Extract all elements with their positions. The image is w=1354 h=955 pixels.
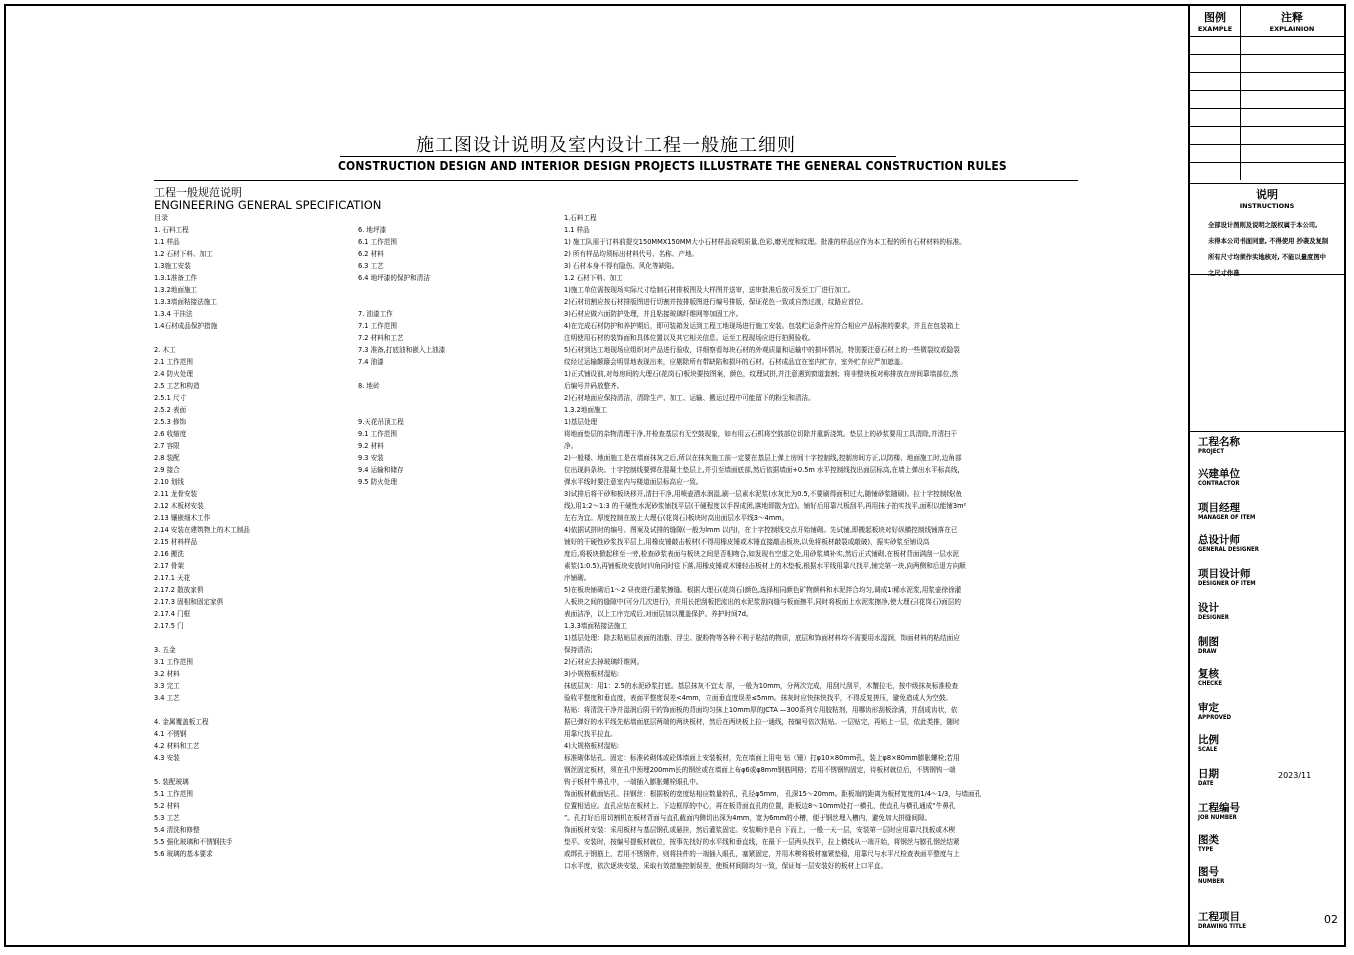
toc-item: 2. 木工 [154,346,176,354]
toc-item: 1.1 样品 [154,238,180,246]
toc-item [358,368,445,380]
field-label-cn: 审定 [1198,702,1219,714]
body-line: 5)在板块铺砌后1～2 昼夜进行灌浆擦缝。根据大理石(花岗石)颜色,选择相同颜色矿物颜料和水泥拌合均匀,调成1∶稀水泥浆,用浆壶徐徐灌 [564,586,962,594]
toc-item: 5.4 清洗和修整 [154,826,200,834]
body-line: 2)石材应去掉玻璃纤维网。 [564,658,644,666]
field-label-cn: 项目经理 [1198,502,1240,514]
toc-item: 7.3 准备,打底油和嵌入上油漆 [358,346,446,354]
toc-item: 2.7 容限 [154,442,180,450]
legend-divider [1240,73,1241,90]
toc-item: 5.5 强化玻璃和不锈钢扶手 [154,838,233,846]
field-label-en: CONTRACTOR [1198,480,1240,487]
toc-column-1 [154,224,250,860]
body-line: 纹经过运输颠簸会明显地表现出来，应剔除所有带缺陷和损坏的石材。石材成品宜在室内贮存，室外贮存应严加遮盖。 [564,358,907,366]
body-line: 度后,将板块掀起移至一旁,检查砂浆表面与板块之间是否相吻合,如发现有空虚之处,用砂浆填补实,然后正式铺砌,在板材背面满刮一层水泥 [564,550,960,558]
body-line: 验收平整度和垂直度，表面平整度误差<4mm，立面垂直度误差≤5mm。抹灰时应快抹快找平，不得反复搓压，避免造成人为空鼓。 [564,694,953,702]
toc-label: 目录 [154,214,168,222]
explain-label-cn: 注释 [1281,11,1303,24]
body-line: 1.2 石材下料、加工 [564,274,623,282]
toc-item: 2.6 收缩度 [154,430,187,438]
title-block-field [1198,568,1338,587]
fields-divider [1190,431,1344,432]
toc-item: 1.3施工安装 [154,262,191,270]
legend-row [1190,144,1344,162]
title-block-field [1198,911,1338,930]
field-label-en: DATE [1198,780,1214,787]
body-line: 饰面板材安装：采用板材与基层钢孔或悬挂，然后灌浆固定。安装顺序是自 下而上，一般一天一层，安装第一层时应用靠尺找板或木楔 [564,826,956,834]
body-line: 或绑孔于钢筋上，若用不锈钢件，则将挂件的一端插入眼孔，塞紧固定，并用木楔将板材塞紧垫稳，用靠尺与水平尺检查表面平整度与上 [564,850,960,858]
body-line: 1) 施工队需于订料前提交150MMX150MM大小石材样品说明质量,色彩,磨光度和纹理。批准的样品应作为本工程的所有石材材料的标准。 [564,238,966,246]
section-title-english: ENGINEERING GENERAL SPECIFICATION [154,198,382,212]
toc-item: 2.15 材料样品 [154,538,198,546]
field-label-cn: 图号 [1198,866,1219,878]
field-label-en: APPROVED [1198,714,1232,721]
toc-item: 2.17.1 天花 [154,574,191,582]
toc-item: 4.2 材料和工艺 [154,742,200,750]
legend-row [1190,54,1344,72]
field-label-cn: 总设计师 [1198,534,1240,546]
legend-row [1190,162,1344,180]
field-label-en: JOB NUMBER [1198,814,1237,821]
body-line: 后编号并码放整齐。 [564,382,624,390]
toc-item: 7.1 工作范围 [358,322,397,330]
toc-item: 9.4 运输和储存 [358,466,404,474]
body-line: 铺好的干硬性砂浆找平层上,用橡皮锤敲击板材(不得用橡皮锤或木锤直接敲击板块,以免将板材敲裂或敲破)，振实砂浆至铺设高 [564,538,930,546]
toc-item [358,284,445,296]
field-label-cn: 工程名称 [1198,436,1240,448]
date-value: 2023/11 [1278,771,1312,780]
field-label-en: MANAGER OF ITEM [1198,514,1256,521]
body-line: 2)石材地面应保持清洁，清除生产、加工、运输、搬运过程中可能留下的粉尘和清洁。 [564,394,815,402]
toc-item [154,332,250,344]
field-label-en: DESIGNER [1198,614,1229,621]
field-label-en: DRAWING TITLE [1198,923,1246,930]
toc-item: 9.天花吊顶工程 [358,418,404,426]
body-line: 口水平度，依次逐块安装，采取有效措施控制误差，使板材间隙均匀一致，保证每一层安装好的板材上口平直。 [564,862,888,870]
legend-divider [1240,145,1241,162]
legend-row [1190,36,1344,54]
toc-item [154,632,250,644]
legend-divider [1240,163,1241,180]
field-label-en: TYPE [1198,846,1214,853]
toc-item: 8. 地砖 [358,382,380,390]
toc-item: 2.11 龙骨安装 [154,490,198,498]
body-line: 1)基层处理 [564,418,598,426]
toc-item: 9.2 材料 [358,442,384,450]
body-line: 3)试排后将干砂和板块移开,清扫干净,用喷壶洒水润湿,刷一层素水泥浆(水灰比为0.5,不要刷得面积过大,随铺砂浆随刷)。拉十字控制线(鱼 [564,490,963,498]
title-block-header [1190,6,1344,36]
title-chinese: 施工图设计说明及室内设计工程一般施工细则 [416,135,796,156]
field-label-cn: 工程项目 [1198,911,1240,923]
toc-item: 2.5 工艺和构造 [154,382,200,390]
toc-item: 2.17 骨架 [154,562,184,570]
body-line: 弹水平线时要注意室内与楼道面层标高应一致。 [564,478,703,486]
instructions-title-en: INSTRUCTIONS [1239,202,1295,210]
title-block-field [1198,866,1338,885]
toc-item: 6.4 地坪漆的保护和清洁 [358,274,430,282]
body-line: ”。孔打好后用切割机在板材背面与直孔截面内侧切出深为4mm，宽为6mm的小槽，便于钢丝埋入槽内，避免加大拼缝间隙。 [564,814,932,822]
field-label-cn: 制图 [1198,636,1219,648]
body-line: 3)小规格板材湿贴: [564,670,620,678]
title-block-field [1198,802,1338,821]
field-label-en: DESIGNER OF ITEM [1198,580,1256,587]
title-block-field [1198,636,1338,655]
explain-header [1240,6,1344,36]
body-line: 据已弹好的水平线先贴墙面底层两端的两块板材，然后在两块板上拉一通线，按编号依次粘贴。一层贴完，再贴上一层，依此类推，随时 [564,718,960,726]
example-label-en: EXAMPLE [1197,25,1233,33]
toc-item: 5.3 工艺 [154,814,180,822]
toc-item [358,392,445,404]
body-line: 钢丝固定板材，须在孔中预埋200mm长的钢丝或在墙面上布φ6或φ8mm钢筋网格；若用不锈钢钩固定，待板材就位后，不锈钢钩一端 [564,766,956,774]
toc-item: 9.5 防火处理 [358,478,397,486]
body-line: 1.3.3墙面粘接法施工 [564,622,627,630]
body-line: 素浆(1:0.5),再铺板块安放时四角同时往下落,用橡皮锤或木锤轻击板材上的木垫板,根据水平线用靠尺找平,铺完第一块,向两侧和后退方向顺 [564,562,966,570]
drawing-area [6,6,1188,945]
body-line: 钩于板材牛鼻孔中，一端插入膨胀螺栓眼孔中。 [564,778,703,786]
legend-divider [1240,55,1241,72]
title-block-field [1198,502,1338,521]
title-block-field [1198,602,1338,621]
toc-item [358,404,445,416]
toc-item: 2.1 工作范围 [154,358,193,366]
toc-item: 1. 石料工程 [154,226,189,234]
toc-item: 2.17.5 门 [154,622,184,630]
body-line: 位置相适应。直孔应钻在板材上、下边框厚的中心，再在板背面直孔的位置，距板边8～10mm处打一横孔，使直孔与横孔通成“牛鼻孔 [564,802,956,810]
toc-item: 7.4 油漆 [358,358,384,366]
instructions-title-cn: 说明 [1256,188,1278,201]
body-line: 4)在完成石材防护和养护期后，即可装箱发运到工程工地现场进行施工安装。包装贮运条件应符合相应产品标准的要求，并且在包装箱上 [564,322,960,330]
field-label-en: NUMBER [1198,878,1225,885]
body-line: 3)石材应做六面防护处理，并且粘接玻璃纤维网等加固工序。 [564,310,743,318]
body-line: 垫平。安装时，按编号提板材就位，按事先找好的水平线和垂直线，在最下一层两头找平，拉上横线从一端开始，将钢丝与膨孔钢丝结紧 [564,838,960,846]
field-label-en: PROJECT [1198,448,1225,455]
body-line: 1)基层处理：除去粘贴层表面的油脂、浮尘、脱粉物等各种不利于粘结的物质，底层和饰面材料均不需要用水湿润，饰面材料的粘结面应 [564,634,960,642]
field-label-cn: 图类 [1198,834,1219,846]
field-label-cn: 项目设计师 [1198,568,1251,580]
body-line: 抹底层灰：用1：2.5的水泥砂浆打底。基层抹灰不宜太 厚，一般为10mm，分两次完成，用刮尺刮平，木蟹拉毛，按中级抹灰标准检查 [564,682,959,690]
toc-item: 2.17.4 门框 [154,610,191,618]
toc-item: 2.17.2 散放家俱 [154,586,204,594]
toc-item: 2.5.2 表面 [154,406,187,414]
body-line: 位出现斜条块。十字控制线要弹在混凝土垫层上,并引至墙面底部,然后依据墙面+0.5m 水平控制线找出面层标高,在墙上弹出水平标高线, [564,466,960,474]
toc-item: 3.4 工艺 [154,694,180,702]
body-line: 2) 所有样品均须标出材料代号、名称、产地。 [564,250,699,258]
instructions-text [1208,218,1344,282]
body-line: 2)一般楼、地面施工是在墙面抹灰之后,所以在抹灰施工前一定要在基层上弹上房间十字控制线,控制房间方正,以防楼、地面施工时,边角部 [564,454,962,462]
body-line: 用靠尺找平拉直。 [564,730,617,738]
body-line: 4)依据试拼时的编号、图案及试排的缝隙(一般为lmm 以内)，在十字控制线交点开始铺砌。先试铺,即搬起板块对好纵横控制线铺落在已 [564,526,958,534]
toc-item: 9.3 安装 [358,454,384,462]
field-label-cn: 兴建单位 [1198,468,1240,480]
body-line: 序铺砌。 [564,574,591,582]
toc-item: 3.3 完工 [154,682,180,690]
toc-item: 3.2 材料 [154,670,180,678]
toc-item: 6.3 工艺 [358,262,384,270]
toc-item: 2.5.1 尺寸 [154,394,187,402]
body-line: 线),用1:2～1:3 的干硬性水泥砂浆铺找平层(干硬程度以手捏成团,落地即散为宜)。铺好后用靠尺板刮平,再用抹子拍实找平,面积以能铺3m² [564,502,967,510]
instructions-title [1190,186,1344,210]
field-label-cn: 设计 [1198,602,1219,614]
toc-item: 1.4石材成品保护措施 [154,322,218,330]
legend-row [1190,90,1344,108]
title-english: CONSTRUCTION DESIGN AND INTERIOR DESIGN PROJECTS ILLUSTRATE THE GENERAL CONSTRUCTION RULES [338,158,1007,173]
toc-item: 7.2 材料和工艺 [358,334,404,342]
toc-item: 2.12 木板材安装 [154,502,204,510]
section-rule [154,180,1078,181]
field-label-cn: 日期 [1198,768,1219,780]
title-block-field [1198,734,1338,753]
legend-divider [1240,91,1241,108]
toc-item: 2.5.3 修饰 [154,418,187,426]
toc-item [154,704,250,716]
instruction-line: 所有尺寸均须作实地核对, 不能以量度图中 [1208,254,1326,261]
title-block-field [1198,668,1338,687]
toc-item: 2.17.3 固相和固定家俱 [154,598,224,606]
section-title-chinese: 工程一般规范说明 [154,186,242,199]
example-label-cn: 图例 [1204,11,1226,24]
toc-item: 5.6 玻璃的基本要求 [154,850,213,858]
body-line: 标准砌体钻孔、固定：标准砖砌体或砼体墙面上安装板材，先在墙面上用电 钻（锤）打φ10×80mm孔，装上φ8×80mm膨胀螺栓;若用 [564,754,960,762]
field-label-en: GENERAL DESIGNER [1198,546,1259,553]
toc-item: 3. 五金 [154,646,176,654]
body-line: 5)石材到达工地现场应组织对产品进行验收，详细察看每块石材的外观质量和运输中的损坏情况，特别要注意石材上的一些微裂纹或隐裂 [564,346,960,354]
body-line: 1.3.2地面施工 [564,406,608,414]
drawing-number: 02 [1324,913,1338,926]
body-line: 1)施工单位需按现场实际尺寸绘制石材排板图及大样图并送审，送审批准后放可发至工厂进行加工。 [564,286,855,294]
instruction-line: 未得本公司书面同意, 不得使用 抄袭及复制 [1208,238,1329,245]
toc-item: 1.3.1准备工作 [154,274,198,282]
toc-item: 6.1 工作范围 [358,238,397,246]
toc-item: 4. 金属覆盖板工程 [154,718,209,726]
toc-item: 2.16 搬洗 [154,550,184,558]
body-line: 入板块之间的缝隙中(可分几次进行)，并用长把刮板把流出的水泥浆刮向缝与板面擦平,同时将板面上水泥浆擦净,使大理石(花岗石)面层的 [564,598,961,606]
title-rule [340,156,896,157]
toc-item: 2.14 安装在建筑物上的木工制品 [154,526,250,534]
body-line: 饰面板材截面钻孔、挂钢丝：根据板的宽度钻相应数量的孔，孔径φ5mm， 孔深15～20mm。距板端的距离为板材宽度的1/4～1/3，与墙面孔 [564,790,982,798]
field-label-cn: 比例 [1198,734,1219,746]
title-block-field [1198,834,1338,853]
body-text-column [564,212,1012,872]
toc-item: 1.3.3墙面粘接法施工 [154,298,217,306]
toc-item: 1.3.4 干挂法 [154,310,193,318]
toc-item: 2.9 接合 [154,466,180,474]
instructions-bottom-divider [1190,274,1344,275]
field-label-cn: 复核 [1198,668,1219,680]
toc-item: 5. 装配玻璃 [154,778,189,786]
toc-item: 4.3 安装 [154,754,180,762]
field-label-en: DRAW [1198,648,1217,655]
body-line: 将地面垫层的杂物清理干净,并检查基层有无空鼓现象，如有用云石机将空鼓部位切除并重新浇筑。垫层上的砂浆要用工具清除,并清扫干 [564,430,958,438]
body-line: 4)大规格板材湿贴: [564,742,620,750]
field-label-cn: 工程编号 [1198,802,1240,814]
toc-item: 1.3.2地面施工 [154,286,198,294]
title-block-field [1198,702,1338,721]
toc-item: 7. 油漆工作 [358,310,393,318]
title-block-field [1198,768,1338,787]
field-label-en: SCALE [1198,746,1218,753]
title-block-field [1198,534,1338,553]
toc-item [154,764,250,776]
body-line: 1.石料工程 [564,214,597,222]
body-line: 粘贴：将清洗干净并湿润后阴干的饰面板的背面均匀抹上10mm厚的JCTA —300系列专用胶粘剂，用哪齿形刮板涂满，并刮成齿状，依 [564,706,958,714]
toc-item: 2.10 划线 [154,478,184,486]
title-block [1188,6,1344,945]
legend-row [1190,108,1344,126]
body-line: 1)正式铺设前,对每房间的大理石(花岗石)板块要按图案，颜色，纹理试拼,并注意遇到窗道套割；将非整块板对称排放在房间靠墙部位,然 [564,370,959,378]
toc-item: 2.4 防火处理 [154,370,193,378]
body-line: 表面洁净，以上工序完成后,对面层加以覆盖保护。养护时间7d。 [564,610,753,618]
example-header [1190,6,1241,36]
toc-item: 2.13 镶嵌细木工作 [154,514,211,522]
instruction-line: 全部设计图则及说明之版权属于本公司, [1208,222,1318,229]
toc-item: 9.1 工作范围 [358,430,397,438]
toc-item: 3.1 工作范围 [154,658,193,666]
explain-label-en: EXPLAINION [1269,25,1315,33]
body-line: 3) 石材本身不得有隐伤、风化等缺陷。 [564,262,679,270]
toc-item: 4.1 不锈钢 [154,730,187,738]
title-block-field [1198,468,1338,487]
toc-item: 1.2 石材下料、加工 [154,250,213,258]
body-line: 2)石材切割应按石材排版图进行切割并按排版图进行编号排版，保证花色一致或自然过渡，纹路应首位。 [564,298,868,306]
body-line: 保持清洁; [564,646,593,654]
instructions-divider [1190,183,1344,184]
legend-divider [1240,127,1241,144]
toc-item: 5.2 材料 [154,802,180,810]
toc-item: 6. 地坪漆 [358,226,387,234]
toc-item: 6.2 材料 [358,250,384,258]
drawing-frame [4,4,1346,947]
legend-row [1190,72,1344,90]
legend-divider [1240,37,1241,54]
body-line: 注明使用石材的装饰面和具体位置以及其它相关信息。运至工程现场应进行拍照验收。 [564,334,815,342]
body-line: 净。 [564,442,578,450]
legend-row [1190,126,1344,144]
toc-item: 5.1 工作范围 [154,790,193,798]
legend-divider [1240,109,1241,126]
toc-item: 2.8 装配 [154,454,180,462]
field-label-en: CHECKE [1198,680,1223,687]
title-block-field [1198,436,1338,455]
toc-column-2 [358,224,445,488]
body-line: 左右为宜。厚度控制在放上大理石(花岗石)板块时高出面层水平线3～4mm。 [564,514,789,522]
toc-item [358,296,445,308]
body-line: 1.1 样品 [564,226,590,234]
